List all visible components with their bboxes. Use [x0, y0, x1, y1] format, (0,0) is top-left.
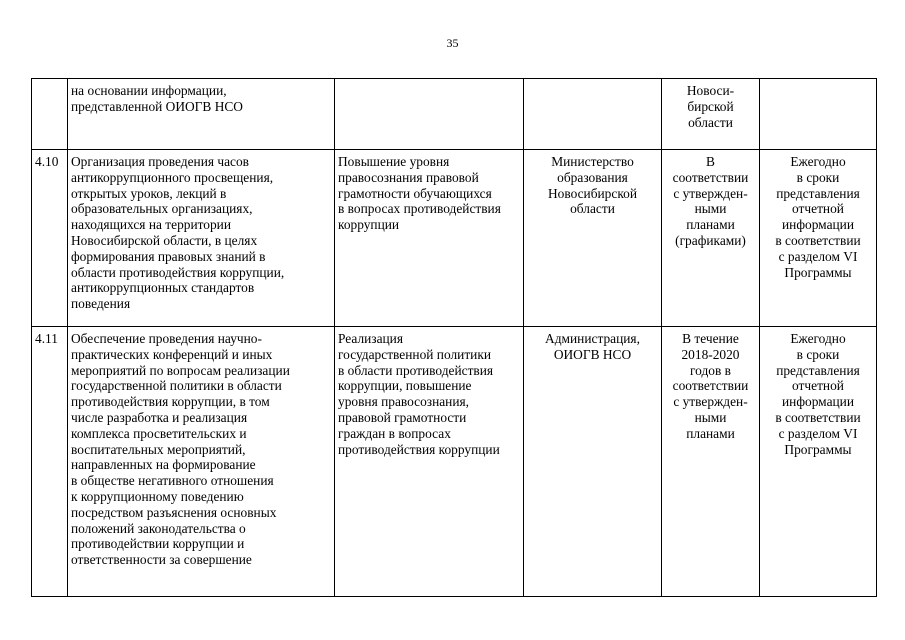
cell-activity — [68, 79, 335, 150]
text-line: с разделом VI — [778, 248, 858, 264]
text-line: в вопросах противодействия — [338, 201, 501, 217]
table-row — [32, 79, 877, 150]
text-line: граждан в вопросах — [338, 425, 451, 441]
row-number: 4.11 — [35, 331, 58, 346]
cell-reporting — [760, 150, 877, 327]
text-line: Администрация, — [545, 331, 640, 346]
text-line: направленных на формирование — [71, 457, 256, 473]
text-line: области — [570, 201, 615, 217]
text-line: Новосибирской — [547, 185, 638, 201]
text-line: мероприятий по вопросам реализации — [71, 362, 290, 378]
text-line: посредством разъяснения основных — [71, 504, 277, 520]
text-line: правосознания правовой — [338, 169, 479, 185]
text-line: Повышение уровня — [338, 154, 450, 169]
text-line: образования — [557, 169, 628, 185]
text-line: Организация проведения часов — [71, 154, 250, 169]
text-line: (графиками) — [675, 232, 746, 248]
text-line: числе разработка и реализация — [71, 409, 248, 425]
text-line: В течение — [682, 331, 739, 346]
cell-expected-result — [335, 327, 524, 597]
text-line: положений законодательства о — [71, 520, 246, 536]
text-line: правовой грамотности — [338, 409, 467, 425]
text-line: в области противодействия — [338, 362, 494, 378]
text-line: грамотности обучающихся — [338, 185, 492, 201]
text-line: на основании информации, — [71, 83, 227, 98]
text-line: Программы — [784, 264, 852, 280]
text-line: Обеспечение проведения научно- — [71, 331, 262, 346]
text-line: годов в — [690, 362, 731, 378]
text-line: государственной политики — [338, 346, 492, 362]
text-line: информации — [781, 217, 855, 233]
text-line: Реализация — [338, 331, 404, 346]
text-line: образовательных организациях, — [71, 201, 253, 217]
cell-number — [32, 327, 68, 597]
text-line: 2018-2020 — [681, 346, 740, 362]
text-line: Программы — [784, 441, 852, 457]
text-line: комплекса просветительских и — [71, 425, 247, 441]
text-line: представления — [776, 362, 860, 378]
cell-number — [32, 79, 68, 150]
text-line: коррупции — [338, 217, 400, 233]
cell-activity — [68, 150, 335, 327]
text-line: противодействии коррупции и — [71, 536, 245, 552]
cell-executor — [524, 150, 662, 327]
text-line: ОИОГВ НСО — [553, 346, 632, 362]
cell-term — [662, 150, 760, 327]
text-line: с утвержден- — [673, 185, 748, 201]
text-line: бирской — [687, 98, 734, 114]
text-line: Новосибирской области, в целях — [71, 232, 258, 248]
cell-activity — [68, 327, 335, 597]
page-number: 35 — [446, 36, 459, 50]
text-line: в соответствии — [775, 232, 861, 248]
text-line: отчетной — [792, 201, 844, 217]
text-line: формирования правовых знаний в — [71, 248, 266, 264]
cell-number — [32, 150, 68, 327]
cell-expected-result — [335, 79, 524, 150]
text-line: планами — [686, 217, 735, 233]
text-line: Ежегодно — [790, 154, 846, 169]
text-line: соответствии — [672, 169, 749, 185]
text-line: с утвержден- — [673, 394, 748, 410]
text-line: ответственности за совершение — [71, 552, 252, 568]
text-line: в сроки — [796, 169, 840, 185]
text-line: антикоррупционных стандартов — [71, 280, 255, 296]
text-line: области — [688, 114, 733, 130]
cell-term — [662, 79, 760, 150]
text-line: ными — [694, 201, 727, 217]
cell-executor — [524, 79, 662, 150]
text-line: к коррупционному поведению — [71, 488, 244, 504]
table-row — [32, 327, 877, 597]
text-line: представления — [776, 185, 860, 201]
cell-reporting — [760, 327, 877, 597]
text-line: открытых уроков, лекций в — [71, 185, 227, 201]
text-line: с разделом VI — [778, 425, 858, 441]
text-line: ными — [694, 409, 727, 425]
text-line: представленной ОИОГВ НСО — [71, 98, 243, 114]
cell-executor — [524, 327, 662, 597]
row-number: 4.10 — [35, 154, 59, 169]
text-line: в сроки — [796, 346, 840, 362]
text-line: планами — [686, 425, 735, 441]
text-line: Ежегодно — [790, 331, 846, 346]
text-line: В — [706, 154, 715, 169]
text-line: находящихся на территории — [71, 217, 232, 233]
measures-table — [31, 78, 877, 597]
text-line: практических конференций и иных — [71, 346, 273, 362]
text-line: Министерство — [551, 154, 634, 169]
cell-expected-result — [335, 150, 524, 327]
text-line: коррупции, повышение — [338, 378, 472, 394]
text-line: противодействия коррупции — [338, 441, 500, 457]
text-line: соответствии — [672, 378, 749, 394]
text-line: уровня правосознания, — [338, 394, 470, 410]
text-line: в соответствии — [775, 409, 861, 425]
cell-term — [662, 327, 760, 597]
text-line: поведения — [71, 296, 131, 312]
text-line: воспитательных мероприятий, — [71, 441, 246, 457]
text-line: противодействия коррупции, в том — [71, 394, 270, 410]
text-line: антикоррупционного просвещения, — [71, 169, 274, 185]
text-line: отчетной — [792, 378, 844, 394]
text-line: в обществе негативного отношения — [71, 473, 274, 489]
cell-reporting — [760, 79, 877, 150]
text-line: Новоси- — [686, 83, 735, 98]
text-line: области противодействия коррупции, — [71, 264, 285, 280]
text-line: государственной политики в области — [71, 378, 282, 394]
table-row — [32, 150, 877, 327]
text-line: информации — [781, 394, 855, 410]
